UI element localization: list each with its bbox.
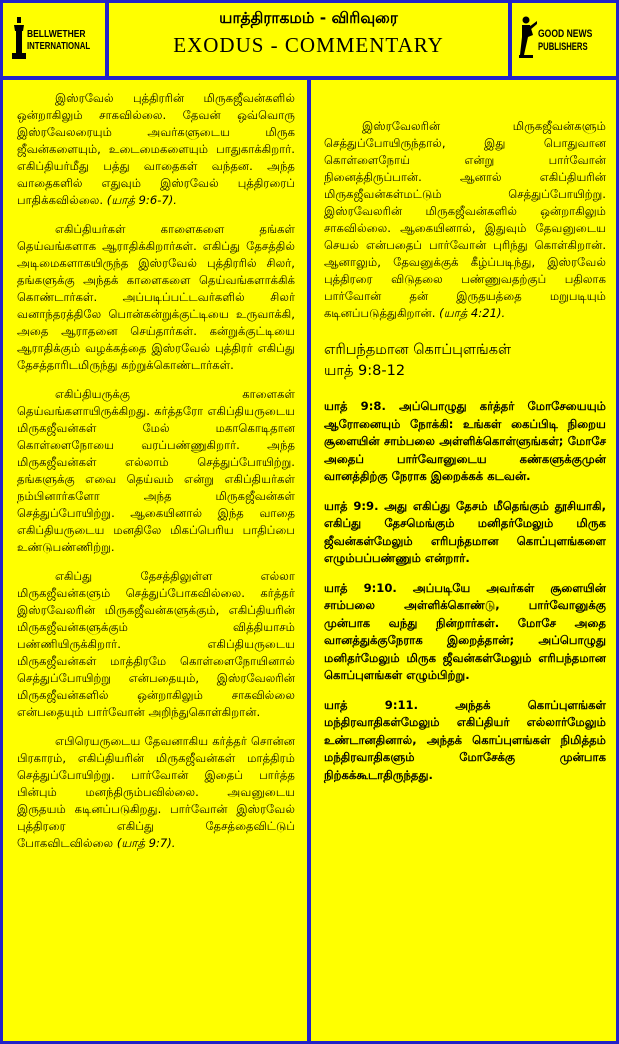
commentary-paragraph	[17, 733, 295, 852]
scripture-reference: (யாத் 9:7).	[116, 836, 176, 850]
commentary-paragraph	[17, 386, 295, 556]
section-heading-title: எரிபந்தமான கொப்புளங்கள்	[324, 342, 512, 358]
commentary-paragraph	[324, 118, 606, 322]
section-heading-reference: யாத் 9:8-12	[324, 363, 406, 379]
logo-left-line2: INTERNATIONAL	[27, 41, 91, 52]
paragraph-text: எபிரெயருடைய தேவனாகிய கர்த்தர் சொன்ன பிரகாரம், எகிப்தியரின் மிருகஜீவன்கள் மாத்திரம் செத்துப்போயிற்று. பார்வோன் இதைப் பார்த்த பின்பும் மனந்திரும்பவில்லை. அவனுடைய இருதயம் கடினப்படுகிறது. பார்வோன் இஸ்ரவேல் புத்திரரை எகிப்து தேசத்தைவிட்டுப் போகவிடவில்லை	[17, 734, 295, 850]
angel-trumpet-icon	[518, 15, 538, 59]
right-column	[311, 80, 616, 1041]
section-heading	[324, 340, 606, 382]
left-column	[3, 80, 307, 1041]
scripture-verse: யாத் 9:8. அப்பொழுது கர்த்தர் மோசேயையும் ஆரோனையும் நோக்கி: உங்கள் கைப்பிடி நிறைய சூளையின் சாம்பலை அள்ளிக்கொள்ளுங்கள்; மோசே அதைப் பார்வோனுடைய கண்களுக்குமுன் வானத்திற்கு நேராக இறைக்கக் கடவன்.	[324, 399, 606, 483]
commentary-paragraph	[17, 90, 295, 209]
good-news-publishers-logo	[512, 3, 616, 76]
bellwether-logo	[3, 3, 105, 76]
scripture-verse: யாத் 9:11. அந்தக் கொப்புளங்கள் மந்திரவாதிகள்மேலும் எகிப்தியர் எல்லார்மேலும் உண்டானதினால், அந்தக் கொப்புளங்கள் நிமித்தம் மந்திரவாதிகளும் மோசேக்கு முன்பாக நிற்கக்கூடாதிருந்தது.	[324, 697, 606, 782]
scripture-reference: (யாத் 9:6-7).	[106, 193, 177, 207]
tamil-title: யாத்திராகமம் - விரிவுரை	[219, 9, 398, 27]
paragraph-text: இஸ்ரவேல் புத்திரரின் மிருகஜீவன்களில் ஒன்றாகிலும் சாகவில்லை. தேவன் ஒவ்வொரு இஸ்ரவேலரையும் அவர்களுடைய மிருக ஜீவன்களையும், உடைமைகளையும் பாதுகாக்கிறார். எகிப்தியர்மீது பத்து வாதைகள் வந்தன. அந்த வாதைகளில் எதுவும் இஸ்ரவேல் புத்திரரைப் பாதிக்கவில்லை.	[17, 91, 295, 207]
paragraph-text: எகிப்தியர்கள் காளைகளை தங்கள் தெய்வங்களாக ஆராதிக்கிறார்கள். எகிப்து தேசத்தில் அடிமைகளாகயிருந்த இஸ்ரவேல் புத்திரரில் சிலர், தங்களுக்கு அந்தக் காளைகளை தெய்வங்களாக்கிக் கொண்டார்கள். அப்படிப்பட்டவர்களில் சிலர் வனாந்தரத்திலே பொன்கன்றுக்குட்டியை உருவாக்கி, அதை ஆராதனை செய்தார்கள். கன்றுக்குட்டியை ஆராதிக்கும் வழக்கத்தை இஸ்ரவேல் புத்திரர் எகிப்து தேசத்தாரிடமிருந்து கற்றுக்கொண்டார்கள்.	[17, 222, 295, 372]
page-header	[109, 3, 508, 76]
scripture-verse: யாத் 9:10. அப்படியே அவர்கள் சூளையின் சாம்பலை அள்ளிக்கொண்டு, பார்வோனுக்கு முன்பாக வந்து நின்றார்கள். மோசே அதை வானத்துக்குநேராக இறைத்தான்; அப்பொழுது மனிதர்மேலும் மிருக ஜீவன்கள்மேலும் எரிபந்தமான கொப்புளங்கள் எழும்பிற்று.	[324, 580, 606, 682]
logo-right-line2: PUBLISHERS	[538, 41, 588, 53]
paragraph-text: எகிப்தியருக்கு காளைகள் தெய்வங்களாயிருக்கிறது. கர்த்தரோ எகிப்தியருடைய மிருகஜீவன்கள் மேல் மகாகொடிதான கொள்ளைநோயை வரப்பண்ணுகிறார். அந்த மிருகஜீவன்கள் எல்லாம் செத்துப்போயிற்று. தங்களுக்கு எவை தெய்வம் என்று எகிப்தியர்கள் நம்பினார்களோ அந்த மிருகஜீவன்கள் செத்துப்போயிற்று. ஆகையினால் இந்த வாதை எகிப்தியருடைய மனதிலே மிகப்பெரிய பாதிப்பை உண்டுபண்ணிற்று.	[17, 387, 295, 554]
english-title: EXODUS - COMMENTARY	[173, 33, 444, 57]
paragraph-text: எகிப்து தேசத்திலுள்ள எல்லா மிருகஜீவன்களும் செத்துப்போகவில்லை. கர்த்தர் இஸ்ரவேலரின் மிருகஜீவன்களுக்கும், எகிப்தியரின் மிருகஜீவன்களுக்கும் வித்தியாசம் பண்ணியிருக்கிறார். எகிப்தியருடைய மிருகஜீவன்கள் மாத்திரமே கொள்ளைநோயினால் செத்துப்போயிற்று என்பதையும், இஸ்ரவேலரின் மிருகஜீவன்களில் ஒன்றாகிலும் சாகவில்லை என்பதையும் பார்வோன் அறிந்துகொள்கிறான்.	[17, 569, 295, 719]
commentary-paragraph	[17, 568, 295, 721]
logo-right-line1: GOOD NEWS	[538, 28, 593, 40]
paragraph-text: இஸ்ரவேலரின் மிருகஜீவன்களும் செத்துப்போயிருந்தால், இது பொதுவான கொள்ளைநோய் என்று பார்வோன் நினைத்திருப்பான். ஆனால் எகிப்தியரின் மிருகஜீவன்கள்மட்டும் செத்துப்போயிற்று. இஸ்ரவேலரின் மிருகஜீவன்களில் ஒன்றாகிலும் சாகவில்லை. ஆகையினால், இதுவும் தேவனுடைய செயல் என்பதைப் பார்வோன் புரிந்து கொள்கிறான். ஆனாலும், தேவனுக்குக் கீழ்ப்படிந்து, இஸ்ரவேல் புத்திரரை விடுதலை பண்ணுவதற்குப் பதிலாக பார்வோன் தன் இருதயத்தை மறுபடியும் கடினப்படுத்துகிறான்.	[324, 119, 606, 320]
scripture-verse: யாத் 9:9. அது எகிப்து தேசம் மீதெங்கும் தூசியாகி, எகிப்து தேசமெங்கும் மனிதர்மேலும் மிருக ஜீவன்கள்மேலும் எரிபந்தமான கொப்புளங்களை எழும்பப்பண்ணும் என்றார்.	[324, 498, 606, 565]
commentary-paragraph	[17, 221, 295, 374]
scripture-reference: (யாத் 4:21).	[439, 306, 506, 320]
logo-left-line1: BELLWETHER	[27, 29, 86, 40]
bellwether-tower-icon	[11, 17, 27, 61]
